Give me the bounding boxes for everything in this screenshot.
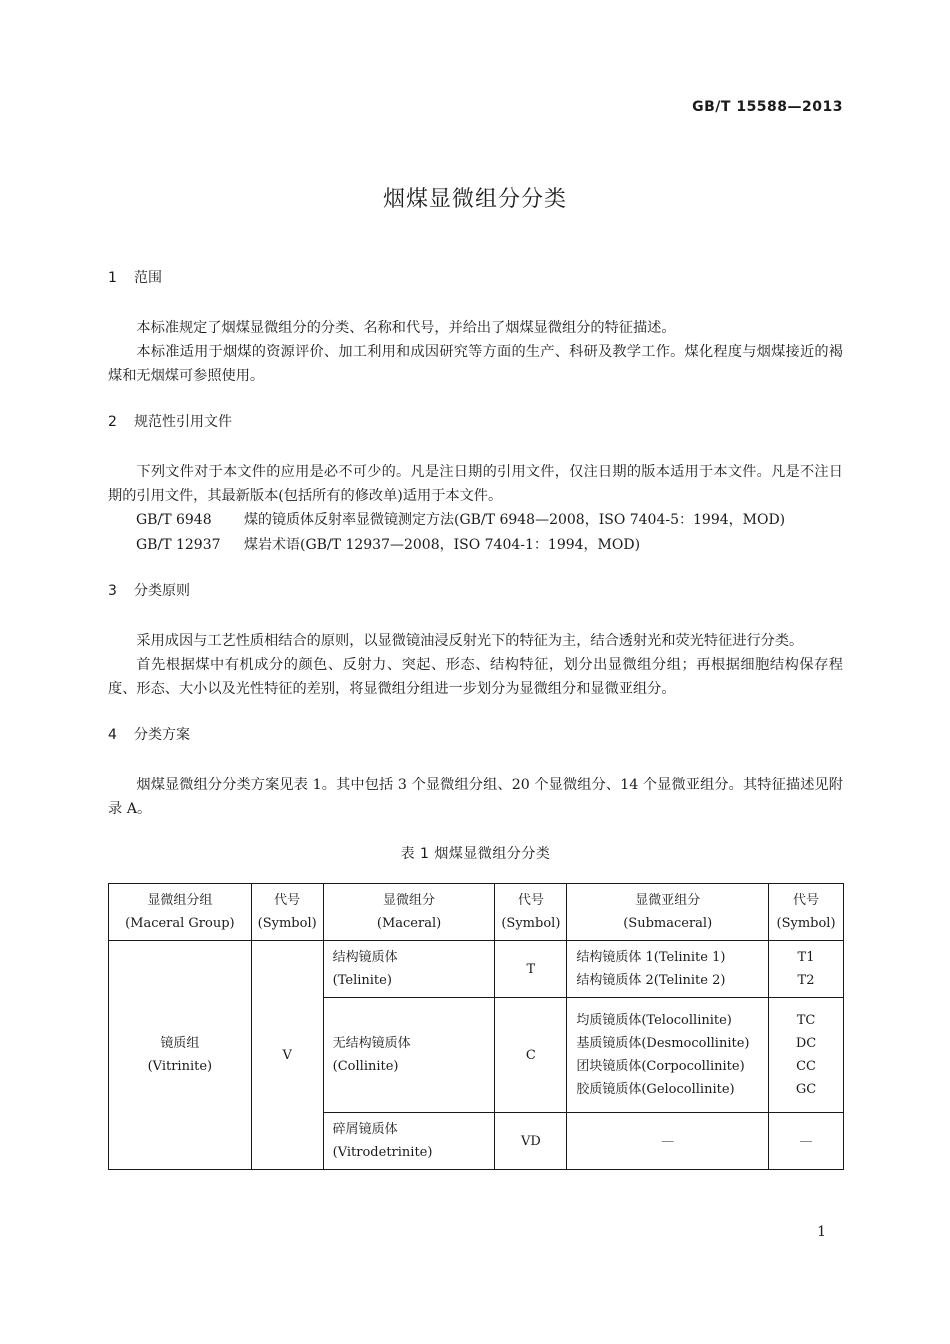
submaceral-symbol-cell: — (769, 1113, 844, 1170)
maceral-symbol-cell: C (495, 998, 567, 1113)
reference-code: GB/T 6948 (136, 512, 212, 528)
document-title: 烟煤显微组分分类 (382, 187, 567, 212)
submaceral-cell: 结构镜质体 1(Telinite 1) 结构镜质体 2(Telinite 2) (567, 941, 769, 998)
submaceral-cell: — (567, 1113, 769, 1170)
header-maceral: 显微组分 (Maceral) (323, 884, 495, 941)
section-number: 2 (108, 414, 117, 430)
maceral-symbol-cell: T (495, 941, 567, 998)
reference-code: GB/T 12937 (136, 536, 221, 553)
maceral-cell: 无结构镜质体 (Collinite) (323, 998, 495, 1113)
section-title: 范围 (134, 270, 162, 286)
table-caption: 表 1 烟煤显微组分分类 (400, 846, 551, 862)
maceral-cell: 结构镜质体 (Telinite) (323, 941, 495, 998)
page-number: 1 (817, 1224, 826, 1240)
document-body (108, 266, 843, 1170)
standard-code: GB/T 15588—2013 (692, 99, 843, 115)
header-maceral-symbol: 代号 (Symbol) (495, 884, 567, 941)
maceral-classification-table (108, 883, 844, 1170)
paragraph: 本标准规定了烟煤显微组分的分类、名称和代号，并给出了烟煤显微组分的特征描述。 (136, 320, 676, 336)
paragraph: 首先根据煤中有机成分的颜色、反射力、突起、形态、结构特征，划分出显微组分组；再根据细胞结构保存程度、形态、大小以及光性特征的差别，将显微组分组进一步划分为显微组分和显微亚组分。 (108, 657, 843, 697)
section-number: 3 (108, 583, 117, 599)
submaceral-symbol-cell: TC DC CC GC (769, 998, 844, 1113)
paragraph: 下列文件对于本文件的应用是必不可少的。凡是注日期的引用文件，仅注日期的版本适用于本文件。凡是不注日期的引用文件，其最新版本(包括所有的修改单)适用于本文件。 (108, 464, 843, 504)
section-title: 分类方案 (134, 727, 190, 743)
section-1-heading (108, 266, 843, 290)
submaceral-symbol-cell: T1 T2 (769, 941, 844, 998)
reference-title: 煤的镜质体反射率显微镜测定方法(GB/T 6948—2008，ISO 7404-5：1994，MOD) (244, 512, 786, 528)
paragraph: 本标准适用于烟煤的资源评价、加工利用和成因研究等方面的生产、科研及教学工作。煤化程度与烟煤接近的褐煤和无烟煤可参照使用。 (108, 344, 843, 384)
paragraph: 采用成因与工艺性质相结合的原则，以显微镜油浸反射光下的特征为主，结合透射光和荧光特征进行分类。 (136, 633, 804, 649)
reference-item (108, 508, 843, 533)
header-group-symbol: 代号 (Symbol) (251, 884, 323, 941)
paragraph: 烟煤显微组分分类方案见表 1。其中包括 3 个显微组分组、20 个显微组分、14 个显微亚组分。其特征描述见附录 A。 (108, 777, 843, 817)
section-3-heading (108, 579, 843, 603)
maceral-group-cell: 镜质组 (Vitrinite) (109, 941, 252, 1170)
section-2-heading (108, 410, 843, 434)
section-number: 4 (108, 727, 117, 743)
group-symbol-cell: V (251, 941, 323, 1170)
header-submaceral: 显微亚组分 (Submaceral) (567, 884, 769, 941)
maceral-symbol-cell: VD (495, 1113, 567, 1170)
section-4-heading (108, 723, 843, 747)
table-row (109, 941, 844, 998)
submaceral-cell: 均质镜质体(Telocollinite) 基质镜质体(Desmocollinite) 团块镜质体(Corpocollinite) 胶质镜质体(Gelocollinite) (567, 998, 769, 1113)
section-title: 分类原则 (134, 583, 190, 599)
reference-title: 煤岩术语(GB/T 12937—2008，ISO 7404-1：1994，MOD) (244, 536, 641, 553)
section-title: 规范性引用文件 (134, 414, 232, 430)
maceral-cell: 碎屑镜质体 (Vitrodetrinite) (323, 1113, 495, 1170)
section-number: 1 (108, 270, 117, 286)
header-submaceral-symbol: 代号 (Symbol) (769, 884, 844, 941)
header-maceral-group: 显微组分组 (Maceral Group) (109, 884, 252, 941)
reference-item (108, 533, 843, 558)
table-header-row (109, 884, 844, 941)
